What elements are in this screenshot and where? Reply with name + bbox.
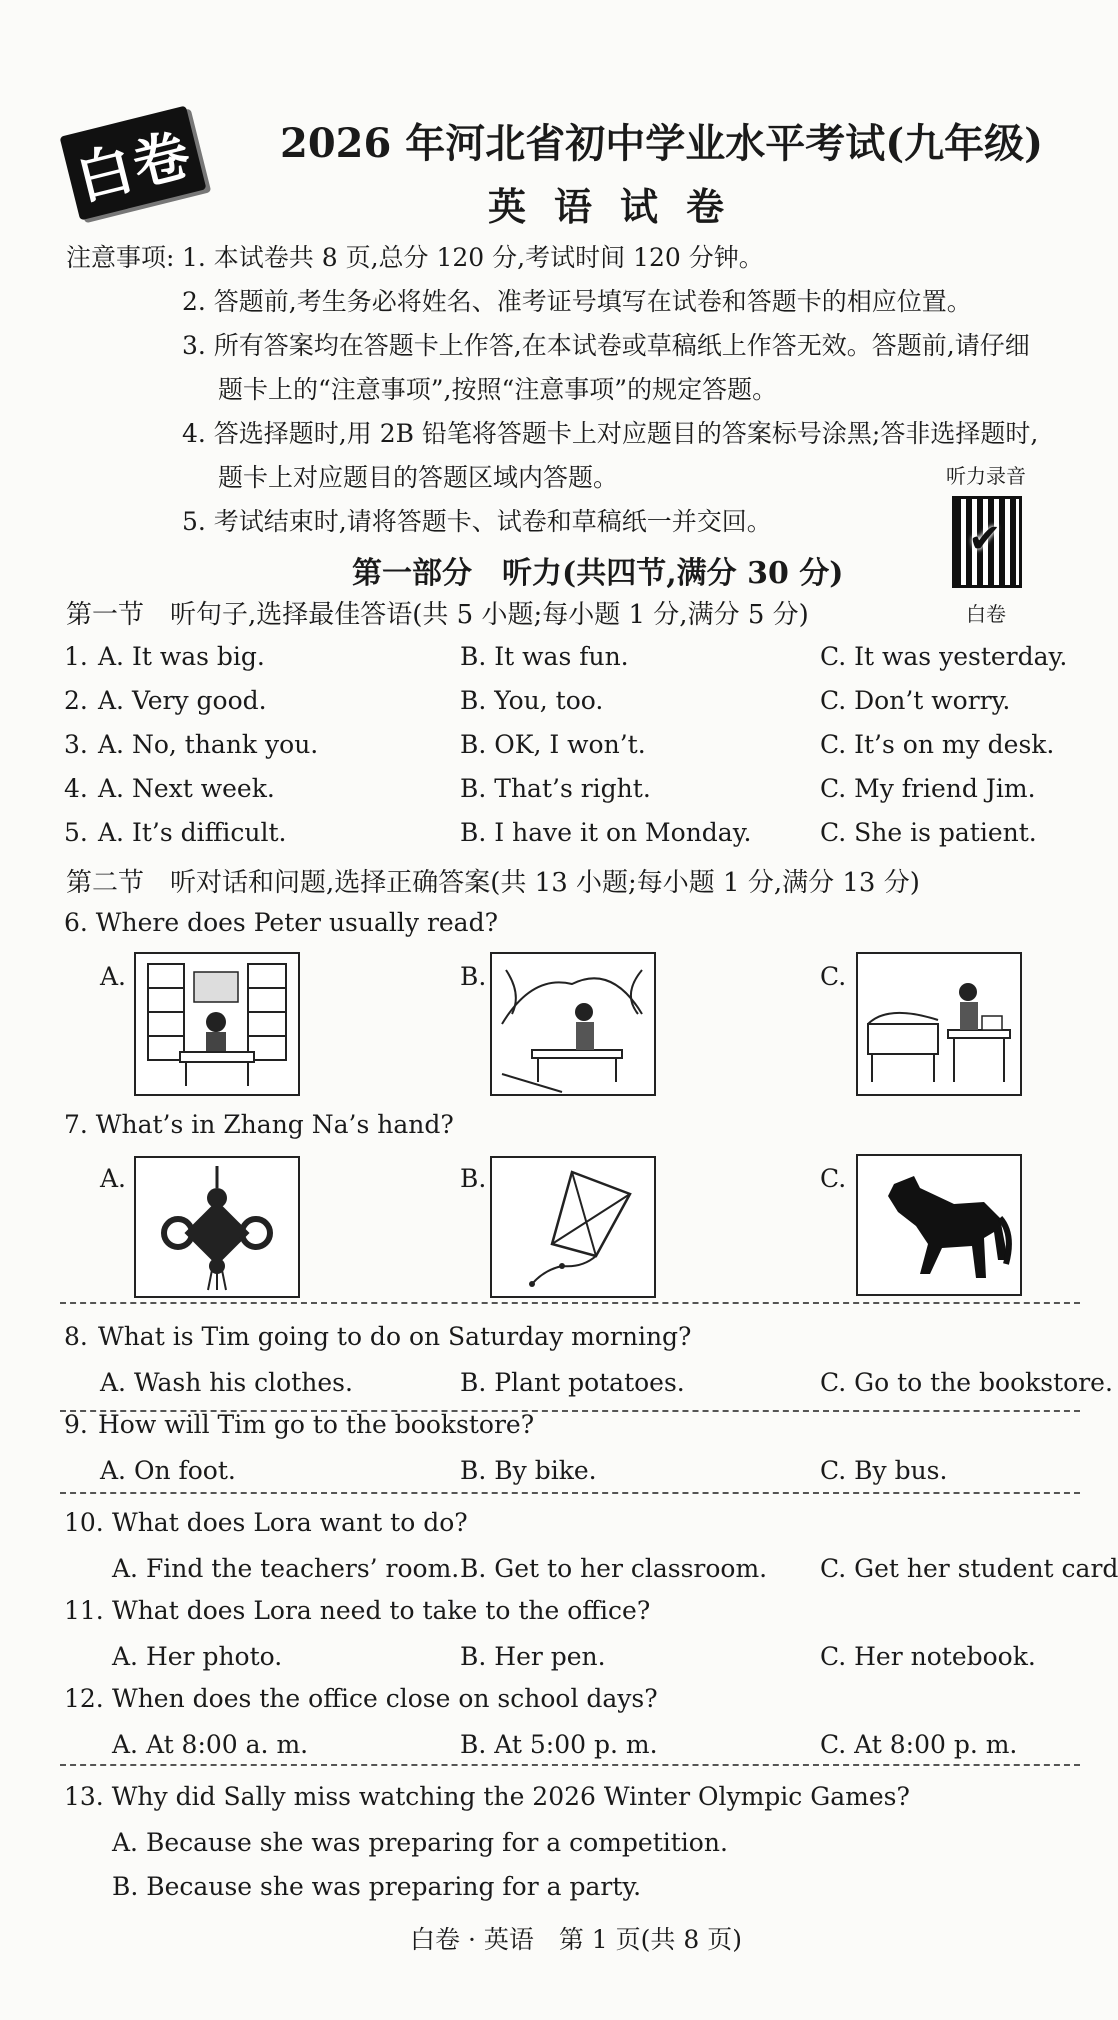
option-label: B. <box>460 1164 487 1193</box>
option-b: B. Her pen. <box>460 1642 606 1671</box>
question-text: What does Lora want to do? <box>112 1508 468 1537</box>
option-a: A. It was big. <box>98 642 265 671</box>
option-c: C. It’s on my desk. <box>820 730 1055 759</box>
paper-seal <box>60 106 207 221</box>
question-text: What is Tim going to do on Saturday morning? <box>98 1322 692 1351</box>
note-item: 5. 考试结束时,请将答题卡、试卷和草稿纸一并交回。 <box>182 507 772 536</box>
note-item: 2. 答题前,考生务必将姓名、准考证号填写在试卷和答题卡的相应位置。 <box>182 287 972 316</box>
divider <box>60 1302 1080 1304</box>
option-b: B. Plant potatoes. <box>460 1368 685 1397</box>
option-c: C. At 8:00 p. m. <box>820 1730 1018 1759</box>
option-b: B. At 5:00 p. m. <box>460 1730 658 1759</box>
exam-subtitle: 英语试卷 <box>488 184 753 229</box>
option-a: A. Because she was preparing for a competition. <box>112 1828 728 1857</box>
page-footer: 白卷 · 英语 第 1 页(共 8 页) <box>410 1925 742 1954</box>
park-bench-picture <box>490 952 656 1096</box>
option-label: C. <box>820 1164 847 1193</box>
question-number: 10. <box>64 1508 104 1537</box>
option-a: A. Next week. <box>98 774 275 803</box>
library-picture <box>134 952 300 1096</box>
option-a: A. On foot. <box>100 1456 236 1485</box>
question-number: 5. <box>64 818 88 847</box>
question-text: What does Lora need to take to the office? <box>112 1596 651 1625</box>
notes-label: 注意事项: <box>66 243 175 272</box>
option-b: B. OK, I won’t. <box>460 730 646 759</box>
qr-top-caption: 听力录音 <box>946 464 1026 488</box>
part-title: 第一部分 听力(共四节,满分 30 分) <box>352 556 844 591</box>
option-c: C. Get her student card <box>820 1554 1118 1583</box>
option-b: B. Because she was preparing for a party. <box>112 1872 642 1901</box>
question-number: 12. <box>64 1684 104 1713</box>
section-title: 第二节 听对话和问题,选择正确答案(共 13 小题;每小题 1 分,满分 13 分) <box>66 868 920 898</box>
note-item: 1. 本试卷共 8 页,总分 120 分,考试时间 120 分钟。 <box>182 243 764 272</box>
question-text: How will Tim go to the bookstore? <box>98 1410 535 1439</box>
divider <box>60 1492 1080 1494</box>
divider <box>60 1764 1080 1766</box>
question-text: 6. Where does Peter usually read? <box>64 908 498 937</box>
seal-text: 白卷 <box>69 120 199 213</box>
option-c: C. It was yesterday. <box>820 642 1068 671</box>
option-b: B. I have it on Monday. <box>460 818 752 847</box>
kite-picture <box>490 1156 656 1298</box>
section-title: 第一节 听句子,选择最佳答语(共 5 小题;每小题 1 分,满分 5 分) <box>66 600 809 630</box>
option-b: B. Get to her classroom. <box>460 1554 768 1583</box>
exam-title: 2026 年河北省初中学业水平考试(九年级) <box>280 120 1044 167</box>
option-a: A. It’s difficult. <box>98 818 287 847</box>
option-c: C. My friend Jim. <box>820 774 1036 803</box>
option-c: C. By bus. <box>820 1456 948 1485</box>
chinese-knot-picture <box>134 1156 300 1298</box>
option-label: C. <box>820 962 847 991</box>
question-number: 1. <box>64 642 88 671</box>
option-b: B. That’s right. <box>460 774 651 803</box>
option-a: A. No, thank you. <box>98 730 319 759</box>
option-b: B. You, too. <box>460 686 604 715</box>
note-item: 题卡上的“注意事项”,按照“注意事项”的规定答题。 <box>218 375 778 404</box>
question-text: 13. Why did Sally miss watching the 2026 Winter Olympic Games? <box>64 1782 910 1811</box>
option-label: B. <box>460 962 487 991</box>
question-number: 4. <box>64 774 88 803</box>
question-text: When does the office close on school days? <box>112 1684 658 1713</box>
option-label: A. <box>100 962 127 991</box>
note-item: 4. 答选择题时,用 2B 铅笔将答题卡上对应题目的答案标号涂黑;答非选择题时, <box>182 419 1039 448</box>
horse-papercut-picture <box>856 1154 1022 1296</box>
question-number: 3. <box>64 730 88 759</box>
question-number: 9. <box>64 1410 88 1439</box>
option-a: A. Wash his clothes. <box>100 1368 353 1397</box>
question-number: 2. <box>64 686 88 715</box>
option-c: C. She is patient. <box>820 818 1037 847</box>
option-b: B. It was fun. <box>460 642 629 671</box>
option-b: B. By bike. <box>460 1456 597 1485</box>
question-number: 11. <box>64 1596 104 1625</box>
option-a: A. Find the teachers’ room. <box>112 1554 460 1583</box>
question-text: 7. What’s in Zhang Na’s hand? <box>64 1110 454 1139</box>
qr-bottom-caption: 白卷 <box>966 602 1006 626</box>
bedroom-picture <box>856 952 1022 1096</box>
note-item: 3. 所有答案均在答题卡上作答,在本试卷或草稿纸上作答无效。答题前,请仔细 <box>182 331 1030 360</box>
note-item: 题卡上对应题目的答题区域内答题。 <box>218 463 619 492</box>
question-number: 8. <box>64 1322 88 1351</box>
option-c: C. Don’t worry. <box>820 686 1011 715</box>
check-icon: ✔ <box>968 516 1002 562</box>
option-c: C. Her notebook. <box>820 1642 1036 1671</box>
option-c: C. Go to the bookstore. <box>820 1368 1113 1397</box>
option-label: A. <box>100 1164 127 1193</box>
option-a: A. Very good. <box>98 686 267 715</box>
option-a: A. At 8:00 a. m. <box>112 1730 309 1759</box>
option-a: A. Her photo. <box>112 1642 283 1671</box>
